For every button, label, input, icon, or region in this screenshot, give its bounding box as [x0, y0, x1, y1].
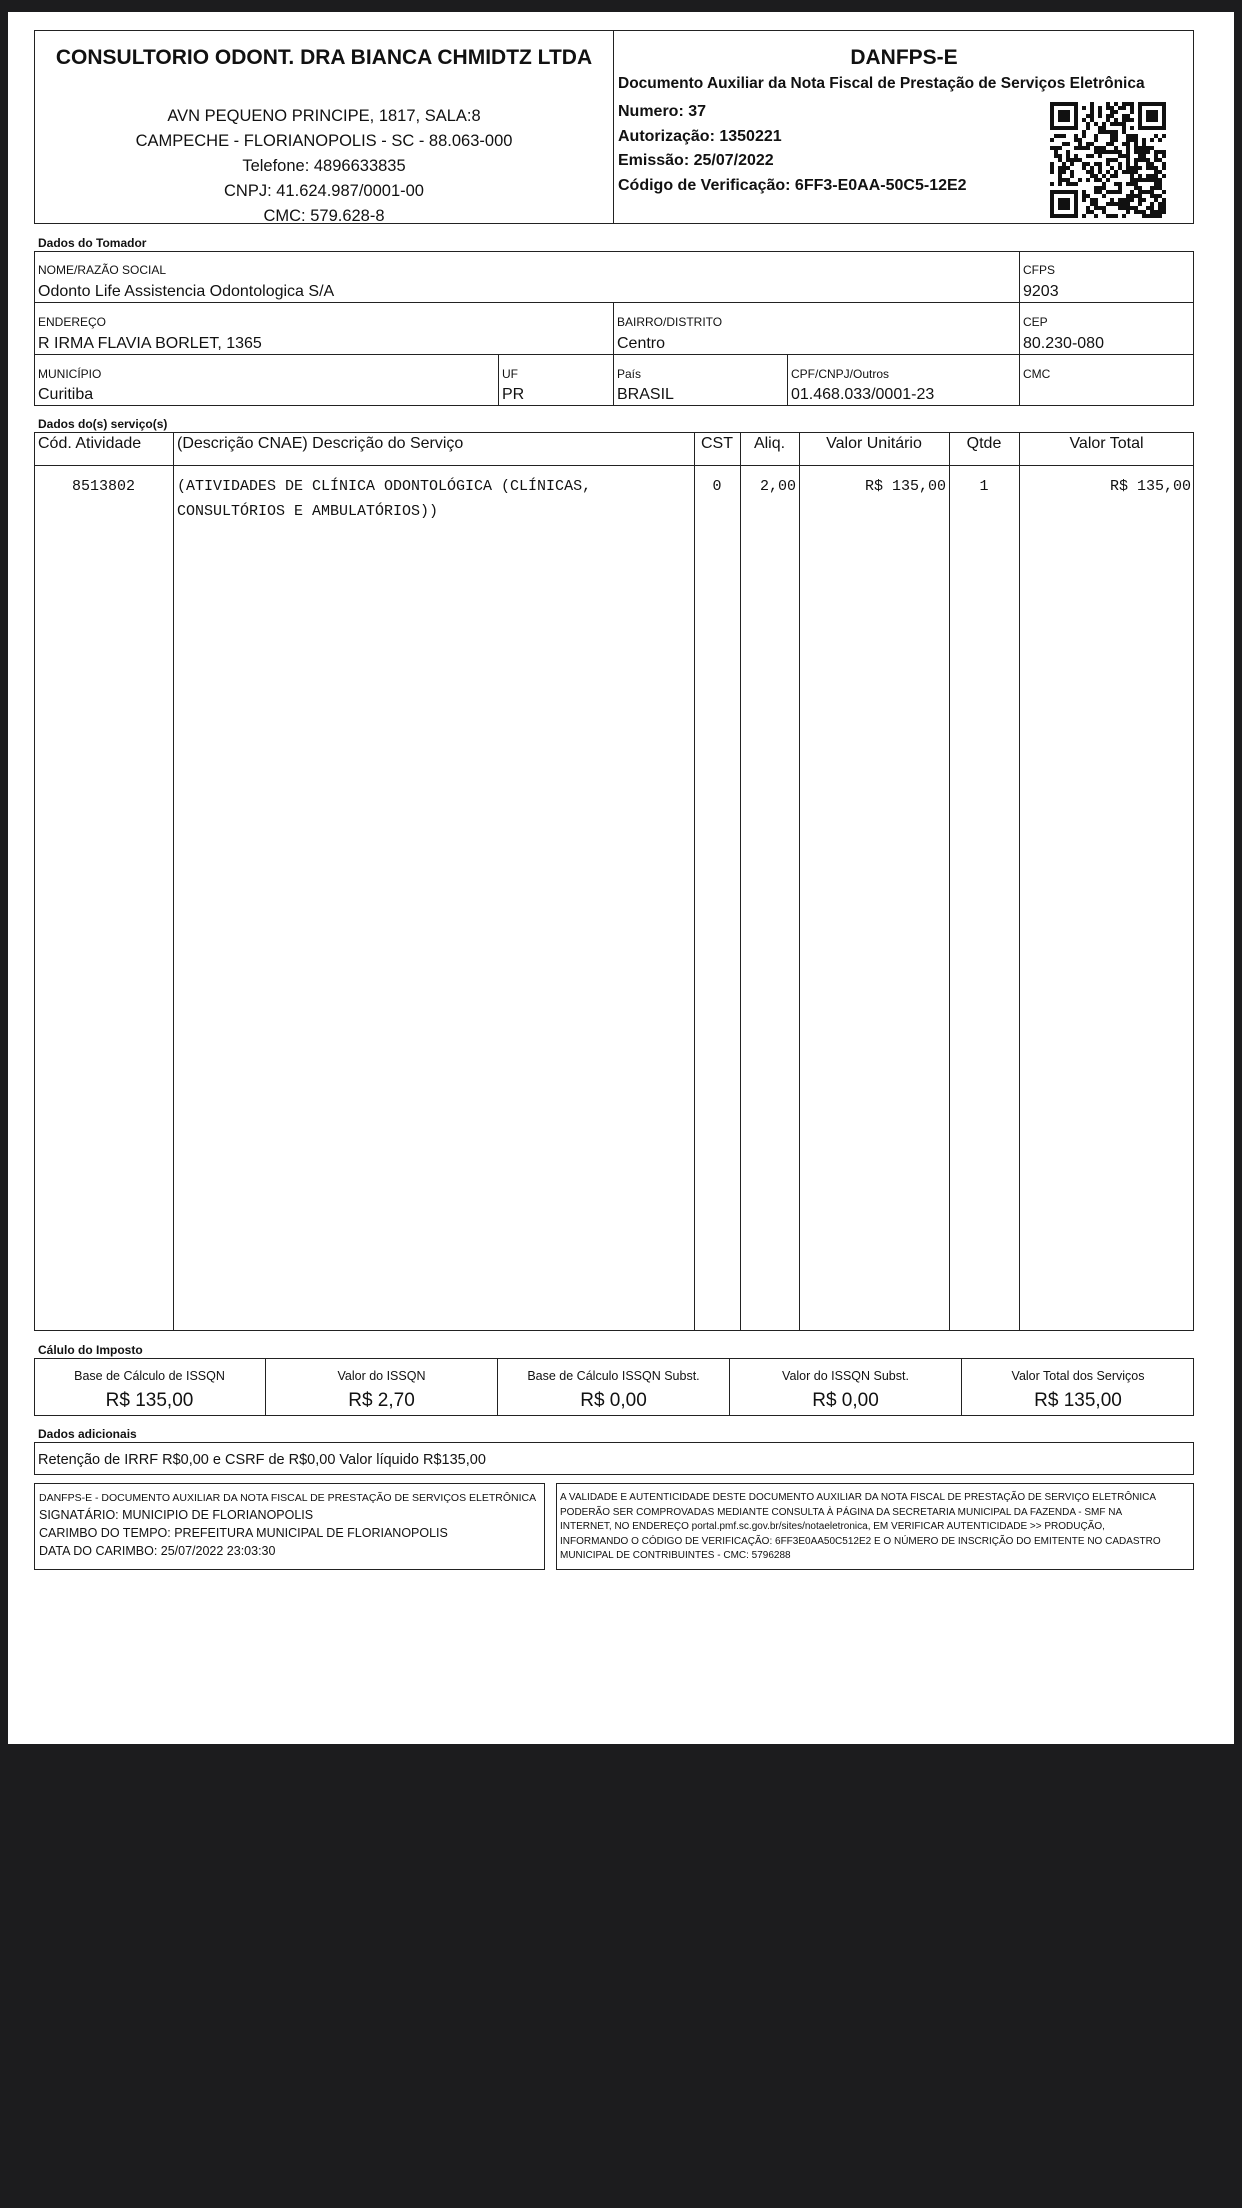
doc-meta	[618, 100, 967, 198]
footer-right-line3: INTERNET, NO ENDEREÇO portal.pmf.sc.gov.br/sites/notaeletronica, EM VERIFICAR AUTENTICIDADE >> PRODUÇÃO,	[560, 1521, 1105, 1532]
adicionais-text: Retenção de IRRF R$0,00 e CSRF de R$0,00 Valor líquido R$135,00	[38, 1452, 486, 1468]
doc-title: DANFPS-E	[850, 46, 958, 69]
row-descricao-line1: (ATIVIDADES DE CLÍNICA ODONTOLÓGICA (CLÍNICAS,	[177, 478, 592, 495]
col-valor-total: Valor Total	[1069, 435, 1144, 452]
uf-label: UF	[502, 367, 518, 381]
footer-left-title: DANFPS-E - DOCUMENTO AUXILIAR DA NOTA FISCAL DE PRESTAÇÃO DE SERVIÇOS ELETRÔNICA	[39, 1492, 537, 1504]
endereco-value: R IRMA FLAVIA BORLET, 1365	[38, 335, 262, 352]
col-codigo: Cód. Atividade	[38, 435, 142, 452]
nome-value: Odonto Life Assistencia Odontologica S/A	[38, 283, 335, 300]
issuer-address-block	[34, 104, 614, 229]
col-descricao: (Descrição CNAE) Descrição do Serviço	[177, 435, 464, 452]
bairro-label: BAIRRO/DISTRITO	[617, 315, 723, 329]
total-servicos-label: Valor Total dos Serviços	[1011, 1369, 1145, 1383]
base-subst-value: R$ 0,00	[580, 1390, 647, 1411]
qr-code-icon	[1050, 102, 1166, 218]
document-page	[8, 12, 1234, 1744]
servicos-section-title: Dados do(s) serviço(s)	[38, 417, 168, 431]
row-cst: 0	[712, 478, 722, 495]
footer-right-line5: MUNICIPAL DE CONTRIBUINTES - CMC: 5796288	[560, 1550, 791, 1561]
cpf-label: CPF/CNPJ/Outros	[791, 367, 890, 381]
cep-label: CEP	[1023, 315, 1048, 329]
row-descricao	[177, 474, 692, 524]
row-descricao-line2: CONSULTÓRIOS E AMBULATÓRIOS))	[177, 503, 439, 520]
valor-issqn-value: R$ 2,70	[348, 1390, 415, 1411]
base-issqn-label: Base de Cálculo de ISSQN	[74, 1369, 225, 1383]
base-subst-label: Base de Cálculo ISSQN Subst.	[527, 1369, 700, 1383]
issuer-name: CONSULTORIO ODONT. DRA BIANCA CHMIDTZ LTDA	[55, 46, 593, 69]
col-aliq: Aliq.	[753, 435, 786, 452]
cep-value: 80.230-080	[1023, 335, 1104, 352]
footer-right-line4: INFORMANDO O CÓDIGO DE VERIFICAÇÃO: 6FF3E0AA50C512E2 E O NÚMERO DE INSCRIÇÃO DO EMITENTE NO CADASTRO	[560, 1535, 1161, 1547]
table-row	[34, 474, 1194, 526]
footer-data-carimbo: DATA DO CARIMBO: 25/07/2022 23:03:30	[39, 1543, 276, 1558]
cmc-label: CMC	[1023, 367, 1051, 381]
servicos-header-row	[34, 432, 1194, 465]
adicionais-section-title: Dados adicionais	[38, 1427, 137, 1441]
col-qtde: Qtde	[966, 435, 1002, 452]
doc-autorizacao: Autorização: 1350221	[618, 127, 782, 145]
issuer-cnpj: CNPJ: 41.624.987/0001-00	[224, 182, 424, 200]
cfps-value: 9203	[1023, 283, 1059, 300]
pais-value: BRASIL	[617, 386, 674, 403]
base-issqn-value: R$ 135,00	[105, 1390, 194, 1411]
bairro-value: Centro	[617, 335, 666, 352]
row-codigo: 8513802	[71, 478, 135, 495]
municipio-value: Curitiba	[38, 386, 94, 403]
tomador-box	[34, 251, 1194, 406]
valor-subst-value: R$ 0,00	[812, 1390, 879, 1411]
issuer-address-line1: AVN PEQUENO PRINCIPE, 1817, SALA:8	[167, 107, 481, 125]
valor-issqn-label: Valor do ISSQN	[337, 1369, 426, 1383]
cpf-value: 01.468.033/0001-23	[791, 386, 935, 403]
row-qtde: 1	[979, 478, 989, 495]
doc-numero: Numero: 37	[618, 103, 707, 120]
footer-left-text	[39, 1491, 542, 1560]
municipio-label: MUNICÍPIO	[38, 367, 102, 381]
total-servicos-value: R$ 135,00	[1034, 1390, 1122, 1411]
footer-right-line2: PODERÃO SER COMPROVADAS MEDIANTE CONSULTA À PÁGINA DA SECRETARIA MUNICIPAL DA FAZENDA - SMF NA	[560, 1506, 1123, 1518]
footer-right-text	[560, 1491, 1192, 1564]
issuer-cmc: CMC: 579.628-8	[263, 207, 385, 225]
row-aliq: 2,00	[759, 478, 796, 495]
row-valor-total: R$ 135,00	[1109, 478, 1191, 495]
footer-signatario: SIGNATÁRIO: MUNICIPIO DE FLORIANOPOLIS	[39, 1507, 314, 1522]
issuer-address-line2: CAMPECHE - FLORIANOPOLIS - SC - 88.063-000	[135, 132, 513, 150]
cfps-label: CFPS	[1023, 263, 1056, 277]
tomador-section-title: Dados do Tomador	[38, 236, 147, 250]
footer-carimbo: CARIMBO DO TEMPO: PREFEITURA MUNICIPAL DE FLORIANOPOLIS	[39, 1525, 448, 1540]
pais-label: País	[617, 367, 642, 381]
row-valor-unitario: R$ 135,00	[864, 478, 946, 495]
footer-right-line1: A VALIDADE E AUTENTICIDADE DESTE DOCUMENTO AUXILIAR DA NOTA FISCAL DE PRESTAÇÃO DE SERVIÇO ELETRÔNICA	[560, 1492, 1157, 1503]
col-valor-unitario: Valor Unitário	[826, 435, 922, 452]
endereco-label: ENDEREÇO	[38, 315, 107, 329]
issuer-phone: Telefone: 4896633835	[242, 157, 406, 175]
doc-subtitle: Documento Auxiliar da Nota Fiscal de Prestação de Serviços Eletrônica	[618, 75, 1145, 92]
nome-label: NOME/RAZÃO SOCIAL	[38, 263, 167, 277]
doc-emissao: Emissão: 25/07/2022	[618, 152, 774, 169]
doc-codigo-verificacao: Código de Verificação: 6FF3-E0AA-50C5-12E2	[618, 176, 967, 194]
servicos-table	[34, 432, 1194, 1331]
col-cst: CST	[701, 435, 733, 452]
uf-value: PR	[502, 386, 525, 403]
valor-subst-label: Valor do ISSQN Subst.	[782, 1369, 909, 1383]
imposto-section-title: Cálulo do Imposto	[38, 1343, 143, 1357]
